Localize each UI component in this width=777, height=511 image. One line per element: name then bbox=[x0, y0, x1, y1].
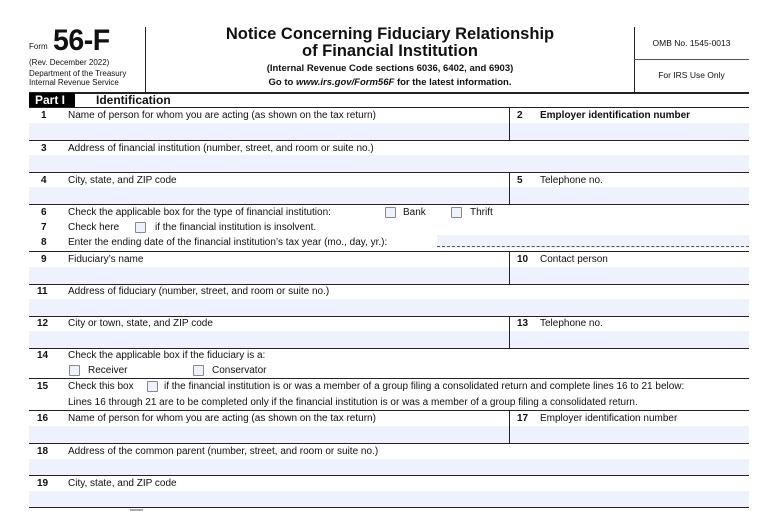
title-line-1: Notice Concerning Fiduciary Relationship bbox=[225, 25, 555, 43]
line-11-label: Address of fiduciary (number, street, and room or suite no.) bbox=[68, 286, 330, 297]
thrift-checkbox[interactable] bbox=[451, 207, 462, 218]
divider bbox=[29, 172, 749, 173]
line-6-label: Check the applicable box for the type of financial institution: bbox=[68, 207, 331, 218]
divider bbox=[29, 507, 749, 508]
receiver-label: Receiver bbox=[88, 365, 128, 376]
form-number: 56-F bbox=[53, 24, 110, 57]
receiver-checkbox[interactable] bbox=[69, 365, 80, 376]
conservator-checkbox[interactable] bbox=[193, 365, 204, 376]
divider bbox=[29, 443, 749, 444]
title-line-2: of Financial Institution bbox=[302, 42, 478, 60]
revision-date: (Rev. December 2022) bbox=[29, 58, 110, 67]
line-number: 19 bbox=[37, 478, 49, 489]
line-number: 13 bbox=[517, 318, 529, 329]
line-17-input[interactable] bbox=[510, 426, 749, 443]
form-word: Form bbox=[29, 42, 48, 51]
part-label: Part I bbox=[29, 93, 75, 107]
line-19-input[interactable] bbox=[29, 491, 749, 507]
insolvent-checkbox[interactable] bbox=[135, 222, 146, 233]
bank-checkbox[interactable] bbox=[385, 207, 396, 218]
line-7-pre: Check here bbox=[68, 222, 120, 233]
divider bbox=[29, 140, 749, 141]
irs-link[interactable]: www.irs.gov/Form56F bbox=[295, 77, 395, 88]
code-sections: (Internal Revenue Code sections 6036, 6402, and 6903) bbox=[266, 63, 514, 74]
line-number: 18 bbox=[37, 446, 49, 457]
line-number: 3 bbox=[41, 143, 47, 154]
line-2-label: Employer identification number bbox=[540, 110, 691, 121]
line-number: 12 bbox=[37, 318, 49, 329]
line-18-label: Address of the common parent (number, street, and room or suite no.) bbox=[68, 446, 379, 457]
line-3-label: Address of financial institution (number, street, and room or suite no.) bbox=[68, 143, 374, 154]
line-1-input[interactable] bbox=[29, 123, 509, 140]
line-12-label: City or town, state, and ZIP code bbox=[68, 318, 213, 329]
divider bbox=[29, 316, 749, 317]
line-18-input[interactable] bbox=[29, 459, 749, 475]
line-number: 2 bbox=[517, 110, 523, 121]
irs-use-only: For IRS Use Only bbox=[658, 70, 725, 80]
line-number: 17 bbox=[517, 413, 529, 424]
line-10-input[interactable] bbox=[510, 267, 749, 284]
thrift-label: Thrift bbox=[470, 207, 493, 218]
divider bbox=[29, 284, 749, 285]
part-title: Identification bbox=[96, 93, 171, 107]
dotted-leader bbox=[437, 246, 749, 247]
line-number: 10 bbox=[517, 254, 529, 265]
line-number: 14 bbox=[37, 350, 49, 361]
line-15-note: Lines 16 through 21 are to be completed only if the financial institution is or was a member of a group filing a consolidated return. bbox=[68, 397, 638, 408]
line-5-label: Telephone no. bbox=[540, 175, 603, 186]
line-number: 7 bbox=[41, 222, 47, 233]
bank-label: Bank bbox=[403, 207, 426, 218]
ein-input[interactable] bbox=[510, 123, 749, 140]
line-7-post: if the financial institution is insolvent. bbox=[155, 222, 317, 233]
line-3-input[interactable] bbox=[29, 155, 749, 172]
line-number: 4 bbox=[41, 175, 47, 186]
line-19-label: City, state, and ZIP code bbox=[68, 478, 177, 489]
line-15-pre: Check this box bbox=[68, 381, 134, 392]
line-15-post: if the financial institution is or was a member of a group filing a consolidated return and complete lines 16 to 21 below: bbox=[164, 381, 685, 392]
line-14-label: Check the applicable box if the fiduciary is a: bbox=[68, 350, 266, 361]
line-number: 1 bbox=[41, 110, 47, 121]
form-title bbox=[146, 26, 634, 60]
line-9-label: Fiduciary’s name bbox=[68, 254, 144, 265]
line-1-label: Name of person for whom you are acting (as shown on the tax return) bbox=[68, 110, 376, 121]
agency-name: Internal Revenue Service bbox=[29, 78, 119, 87]
line-9-input[interactable] bbox=[29, 267, 509, 284]
divider bbox=[634, 59, 749, 60]
line-number: 11 bbox=[37, 286, 48, 297]
line-16-input[interactable] bbox=[29, 426, 509, 443]
line-8-label: Enter the ending date of the financial institution’s tax year (mo., day, yr.): bbox=[68, 237, 388, 248]
department bbox=[29, 69, 126, 87]
line-13-label: Telephone no. bbox=[540, 318, 603, 329]
goto-instructions: Go to www.irs.gov/Form56F for the latest information. bbox=[268, 77, 512, 88]
divider bbox=[29, 251, 749, 252]
divider bbox=[29, 204, 749, 205]
line-4-input[interactable] bbox=[29, 187, 509, 204]
divider bbox=[29, 410, 749, 411]
part-header bbox=[29, 93, 749, 107]
divider bbox=[634, 27, 635, 93]
line-number: 16 bbox=[37, 413, 49, 424]
line-17-label: Employer identification number bbox=[540, 413, 678, 424]
omb-number: OMB No. 1545-0013 bbox=[652, 38, 731, 48]
line-4-label: City, state, and ZIP code bbox=[68, 175, 177, 186]
line-number: 8 bbox=[41, 237, 47, 248]
divider bbox=[29, 378, 749, 379]
divider bbox=[29, 475, 749, 476]
line-number: 6 bbox=[41, 207, 47, 218]
line-number: 5 bbox=[517, 175, 523, 186]
divider bbox=[29, 107, 749, 108]
line-number: 15 bbox=[37, 381, 49, 392]
line-13-input[interactable] bbox=[510, 331, 749, 348]
form-id-block bbox=[29, 26, 145, 92]
consolidated-return-checkbox[interactable] bbox=[147, 381, 158, 392]
line-number: 9 bbox=[41, 254, 47, 265]
line-12-input[interactable] bbox=[29, 331, 509, 348]
line-11-input[interactable] bbox=[29, 299, 749, 316]
line-5-input[interactable] bbox=[510, 187, 749, 204]
conservator-label: Conservator bbox=[212, 365, 267, 376]
line-16-label: Name of person for whom you are acting (as shown on the tax return) bbox=[68, 413, 376, 424]
divider bbox=[29, 348, 749, 349]
department-name: Department of the Treasury bbox=[29, 69, 127, 78]
line-10-label: Contact person bbox=[540, 254, 608, 265]
